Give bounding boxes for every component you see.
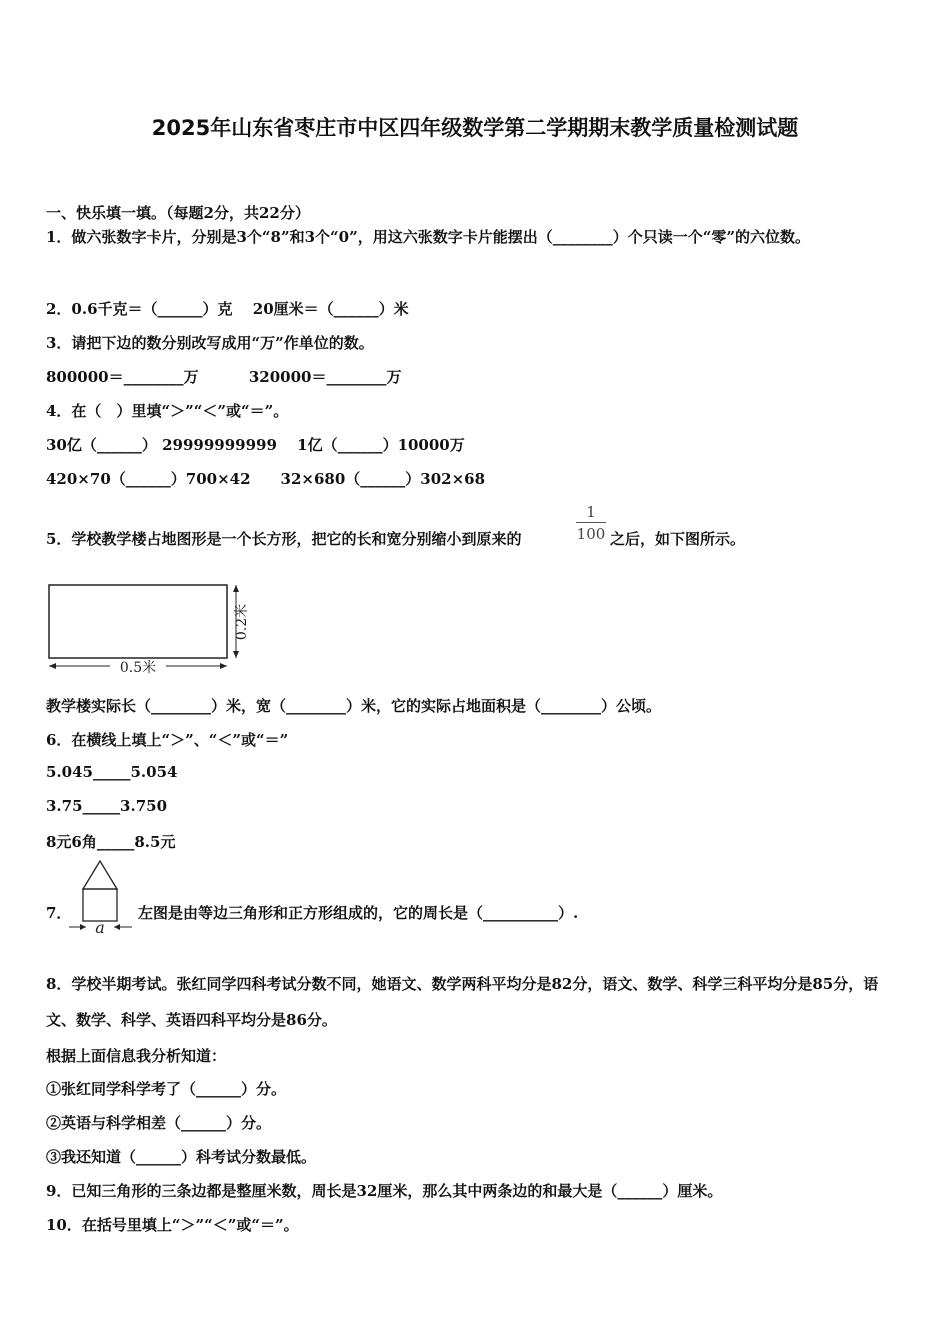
question-8-a: ①张红同学科学考了（______）分。 <box>46 1080 287 1098</box>
question-4-row-2: 420×70（______）700×42 32×680（______）302×68 <box>46 470 486 488</box>
question-5: 5．学校教学楼占地图形是一个长方形，把它的长和宽分别缩小到原来的 <box>46 530 522 548</box>
question-10: 10．在括号里填上“＞”“＜”或“＝”。 <box>46 1216 299 1234</box>
question-6-c: 8元6角_____8.5元 <box>46 833 176 851</box>
question-9: 9．已知三角形的三条边都是整厘米数，周长是32厘米，那么其中两条边的和最大是（______）厘米。 <box>46 1182 723 1200</box>
width-label: 0.2米 <box>234 603 250 641</box>
side-label: a <box>95 918 105 937</box>
square-shape <box>83 889 117 921</box>
fraction <box>576 502 606 545</box>
question-6-a: 5.045_____5.054 <box>46 763 178 781</box>
triangle-square-figure <box>66 858 136 938</box>
question-4: 4．在（ ）里填“＞”“＜”或“＝”。 <box>46 402 289 420</box>
question-3-items: 800000＝________万 320000＝________万 <box>46 368 402 386</box>
question-4-row-1: 30亿（______） 29999999999 1亿（______）10000万 <box>46 436 465 454</box>
side-arrow-right-head <box>114 924 120 930</box>
rectangle-figure <box>40 578 260 678</box>
question-6-b: 3.75_____3.750 <box>46 797 168 815</box>
question-5-after: 之后，如下图所示。 <box>610 530 746 548</box>
question-8-c: ③我还知道（______）科考试分数最低。 <box>46 1148 317 1166</box>
length-arrow-right <box>220 663 227 669</box>
question-1: 1．做六张数字卡片，分别是3个“8”和3个“0”，用这六张数字卡片能摆出（________）个只读一个“零”的六位数。 <box>46 228 810 246</box>
question-2: 2．0.6千克＝（______）克 20厘米＝（______）米 <box>46 300 409 318</box>
section-heading: 一、快乐填一填。（每题2分，共22分） <box>46 204 310 222</box>
question-7-number: 7． <box>46 904 72 922</box>
page-title: 2025年山东省枣庄市中区四年级数学第二学期期末教学质量检测试题 <box>151 116 799 140</box>
length-label: 0.5米 <box>119 660 157 676</box>
question-7: 左图是由等边三角形和正方形组成的，它的周长是（__________）. <box>138 904 579 922</box>
question-5-answer: 教学楼实际长（________）米，宽（________）米，它的实际占地面积是（________）公顷。 <box>46 697 662 715</box>
width-arrow-top <box>233 585 239 592</box>
length-arrow-left <box>49 663 56 669</box>
question-8-b: ②英语与科学相差（______）分。 <box>46 1114 272 1132</box>
question-8-intro: 根据上面信息我分析知道： <box>46 1047 227 1065</box>
triangle-shape <box>83 861 117 889</box>
side-arrow-left-head <box>80 924 86 930</box>
question-3: 3．请把下边的数分别改写成用“万”作单位的数。 <box>46 334 374 352</box>
question-8: 8．学校半期考试。张红同学四科考试分数不同，她语文、数学两科平均分是82分，语文、数学、科学三科平均分是85分，语文、数学、科学、英语四科平均分是86分。 <box>46 975 879 1029</box>
rectangle-shape <box>49 585 227 658</box>
fraction-denominator: 100 <box>576 525 606 543</box>
fraction-numerator: 1 <box>576 502 606 523</box>
question-6: 6．在横线上填上“＞”、“＜”或“＝” <box>46 731 289 749</box>
width-arrow-bottom <box>233 651 239 658</box>
